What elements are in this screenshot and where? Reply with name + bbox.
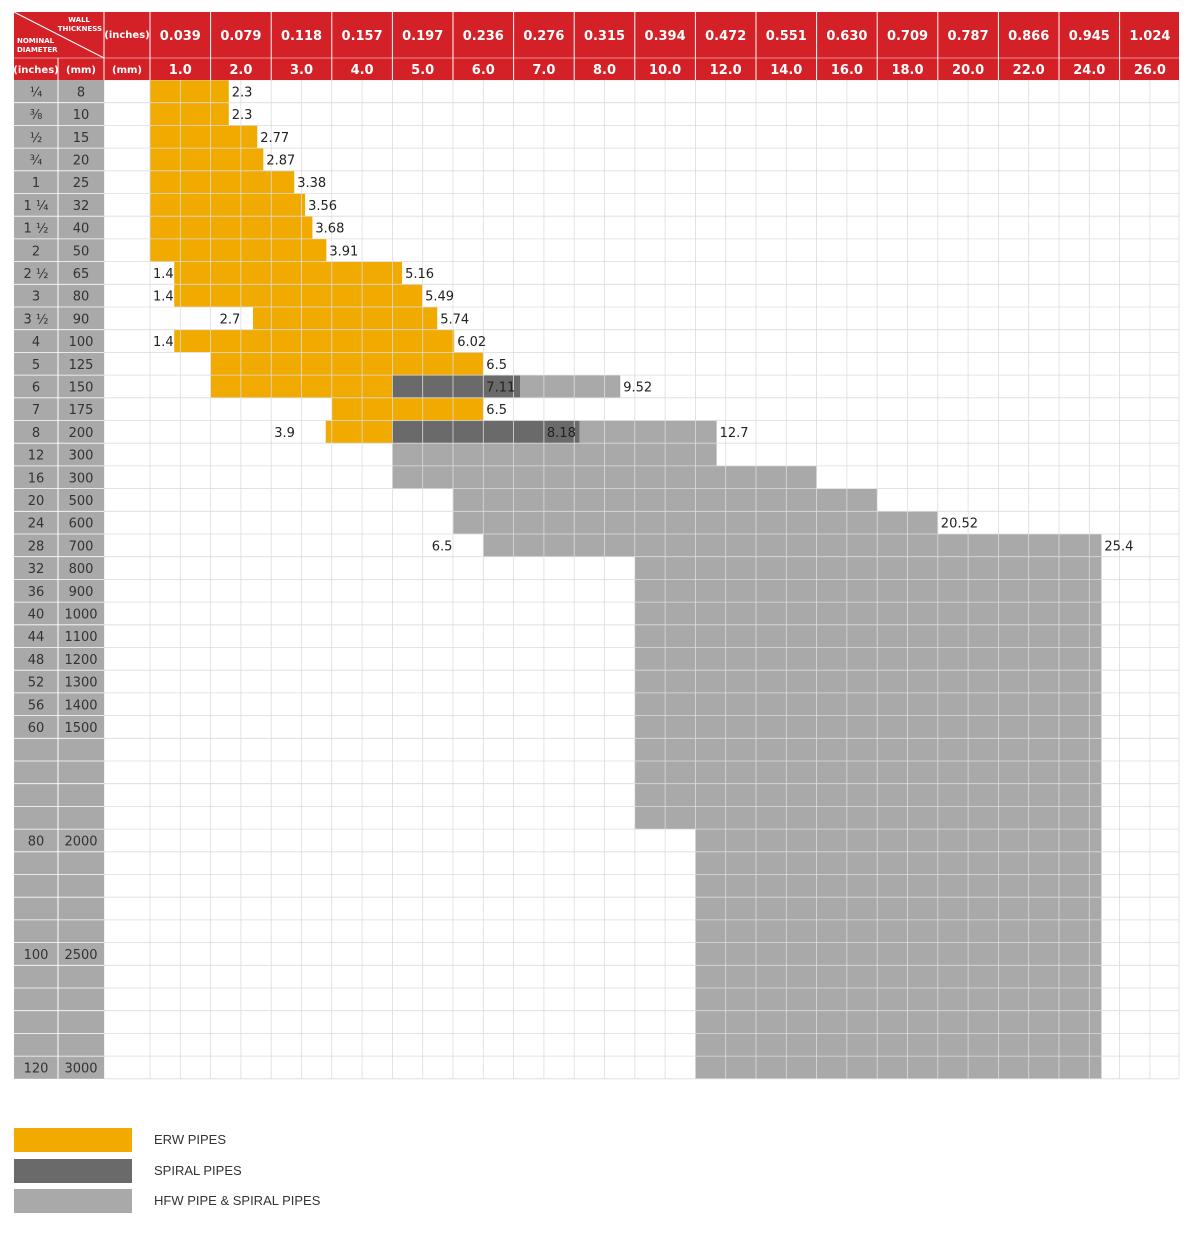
mm-unit: (mm) [112,65,142,76]
range-erw [211,352,484,375]
value-label: 6.5 [486,357,507,373]
col-inches-label: 0.394 [644,29,686,44]
range-hfw-spiral [635,602,1102,625]
row-inches-label: 1 ¼ [23,198,49,214]
col-mm-label: 22.0 [1012,63,1045,78]
row-mm-label: 40 [72,221,90,237]
row-inches-label: ¾ [29,153,43,169]
row-inches-label: 3 ½ [23,312,49,328]
row-inches-label: 2 ½ [23,266,49,282]
range-hfw-spiral [635,784,1102,807]
value-label: 2.3 [231,85,253,101]
row-inches-label: ¼ [29,85,43,101]
col-inches-label: 1.024 [1129,29,1171,44]
range-erw [150,103,229,126]
value-label: 1.4 [153,289,174,305]
range-erw [150,80,229,103]
col-mm-label: 26.0 [1133,63,1166,78]
value-label: 5.16 [405,266,435,282]
range-hfw-spiral [635,557,1102,580]
inches-unit: (inches) [104,30,150,41]
row-mm-label: 3000 [64,1061,98,1077]
col-mm-label: 7.0 [532,63,556,78]
row-mm-label: 80 [72,289,90,305]
value-label: 6.5 [486,403,507,419]
range-erw [150,171,294,194]
row-mm-label: 1500 [64,720,98,736]
value-label: 2.87 [266,153,296,169]
row-mm-label: 300 [68,471,94,487]
row-mm-label: 700 [68,539,94,555]
range-erw [326,421,393,444]
value-label: 7.11 [486,380,516,396]
row-inches-label: ½ [29,130,43,146]
row-mm-label: 100 [68,335,94,351]
row-inches-label: 56 [27,698,45,714]
col-inches-label: 0.236 [462,29,504,44]
col-mm-label: 8.0 [592,63,617,78]
value-label: 3.38 [297,176,327,192]
row-mm-label: 2500 [64,947,98,963]
legend-label-spiral: SPIRAL PIPES [154,1163,242,1178]
row-mm-label: 25 [72,176,90,192]
range-erw [332,398,484,421]
col-mm-label: 16.0 [830,63,863,78]
row-mm-label: 50 [72,244,90,260]
row-inches-label: 4 [31,335,41,351]
row-mm-unit: (mm) [66,65,96,76]
row-mm-label: 125 [68,357,94,373]
range-erw [174,284,422,307]
col-mm-label: 14.0 [770,63,803,78]
value-label: 3.91 [329,244,359,260]
range-hfw-spiral [635,625,1102,648]
col-mm-label: 12.0 [709,63,742,78]
col-inches-label: 0.079 [220,29,262,44]
wall-thickness-label-1: WALL [68,16,90,24]
row-mm-label: 500 [68,493,94,509]
row-mm-label: 200 [68,425,94,441]
row-mm-label: 32 [72,198,90,214]
col-mm-label: 5.0 [411,63,435,78]
nominal-diameter-label-1: NOMINAL [17,37,55,45]
row-inches-label: 1 [31,176,41,192]
row-mm-label: 20 [72,153,90,169]
row-inches-label: 48 [27,652,45,668]
row-inches-label: 2 [31,244,41,260]
range-erw [174,330,454,353]
row-inches-label: 36 [27,584,45,600]
value-label: 9.52 [623,380,653,396]
range-hfw-spiral [483,534,1101,557]
legend-swatch-erw [14,1128,132,1152]
row-inches-label: 28 [27,539,45,555]
row-mm-label: 800 [68,562,94,578]
legend-item-spiral [14,1159,414,1183]
value-label: 1.4 [153,335,174,351]
col-mm-label: 6.0 [471,63,495,78]
col-mm-label: 18.0 [891,63,924,78]
col-inches-label: 0.945 [1068,29,1110,44]
range-hfw-spiral [635,806,1102,829]
legend-swatch-spiral [14,1159,132,1183]
col-inches-label: 0.630 [826,29,868,44]
legend-item-hfw-spiral [14,1189,414,1213]
row-inches-unit: (inches) [13,65,59,76]
row-mm-label: 900 [68,584,94,600]
value-label: 25.4 [1104,539,1134,555]
row-inches-label: 8 [31,425,41,441]
row-mm-label: 15 [72,130,90,146]
row-mm-label: 1000 [64,607,98,623]
row-mm-label: 1200 [64,652,98,668]
legend-swatch-hfw-spiral [14,1189,132,1213]
row-inches-label: 3 [31,289,41,305]
range-erw [253,307,437,330]
row-mm-label: 65 [72,266,90,282]
col-inches-label: 0.709 [886,29,929,44]
value-label: 6.5 [431,539,453,555]
col-mm-label: 1.0 [168,63,192,78]
row-mm-label: 600 [68,516,94,532]
range-erw [150,216,312,239]
value-label: 2.7 [219,312,241,328]
col-inches-label: 0.157 [341,29,383,44]
legend-item-erw [14,1128,414,1152]
row-inches-label: 1 ½ [23,221,49,237]
range-hfw-spiral [580,421,717,444]
value-label: 12.7 [719,425,749,441]
row-inches-label: 5 [31,357,41,373]
row-inches-label: 24 [27,516,45,532]
row-inches-label: 40 [27,607,45,623]
range-hfw-spiral [520,375,620,398]
range-hfw-spiral [635,670,1102,693]
row-inches-label: 7 [31,403,41,419]
row-inches-label: 6 [31,380,41,396]
col-inches-label: 0.315 [583,29,626,44]
column-header [13,12,1179,80]
value-label: 20.52 [940,516,979,532]
col-inches-label: 0.551 [765,29,807,44]
row-inches-label: 44 [27,630,45,646]
row-header [14,80,104,1079]
row-inches-label: 52 [27,675,45,691]
legend-label-erw: ERW PIPES [154,1132,227,1147]
range-hfw-spiral [635,761,1102,784]
col-inches-label: 0.866 [1008,29,1050,44]
col-mm-label: 3.0 [289,63,314,78]
value-label: 6.02 [457,335,487,351]
col-inches-label: 0.787 [947,29,989,44]
col-inches-label: 0.276 [523,29,565,44]
row-inches-label: 80 [27,834,45,850]
col-mm-label: 10.0 [649,63,682,78]
value-label: 3.56 [308,198,338,214]
range-erw [150,239,326,262]
nominal-diameter-label-2: DIAMETER [17,46,58,54]
col-mm-label: 24.0 [1073,63,1106,78]
row-mm-label: 8 [76,85,86,101]
range-erw [150,194,305,217]
value-label: 3.9 [274,425,295,441]
row-mm-label: 1300 [64,675,98,691]
row-inches-label: 16 [27,471,45,487]
col-inches-label: 0.039 [159,29,201,44]
wall-thickness-label-2: THICKNESS [57,25,102,33]
row-inches-label: ⅜ [29,108,43,124]
range-hfw-spiral [635,738,1102,761]
row-mm-label: 175 [68,403,94,419]
range-hfw-spiral [635,579,1102,602]
range-hfw-spiral [635,693,1102,716]
row-inches-label: 60 [27,720,45,736]
col-inches-label: 0.472 [705,29,747,44]
value-label: 5.49 [425,289,455,305]
value-label: 2.77 [260,130,290,146]
value-label: 2.3 [231,108,253,124]
range-erw [150,148,263,171]
value-label: 3.68 [315,221,345,237]
col-inches-label: 0.118 [280,29,323,44]
col-inches-label: 0.197 [402,29,444,44]
row-mm-label: 150 [68,380,94,396]
value-label: 5.74 [440,312,470,328]
row-inches-label: 12 [27,448,45,464]
row-mm-label: 10 [72,108,90,124]
legend-label-hfw-spiral: HFW PIPE & SPIRAL PIPES [154,1193,321,1208]
col-mm-label: 2.0 [229,63,253,78]
range-hfw-spiral [392,443,716,466]
value-label: 1.4 [153,266,174,282]
row-mm-label: 1400 [64,698,98,714]
row-inches-label: 20 [27,493,45,509]
row-mm-label: 2000 [64,834,98,850]
value-label: 8.18 [546,425,576,441]
row-inches-label: 100 [23,947,49,963]
row-mm-label: 1100 [64,630,98,646]
range-hfw-spiral [635,716,1102,739]
row-mm-label: 300 [68,448,94,464]
row-inches-label: 32 [27,562,45,578]
row-inches-label: 120 [23,1061,49,1077]
range-hfw-spiral [635,648,1102,671]
col-mm-label: 20.0 [952,63,985,78]
col-mm-label: 4.0 [350,63,374,78]
row-mm-label: 90 [72,312,90,328]
range-erw [174,262,402,285]
